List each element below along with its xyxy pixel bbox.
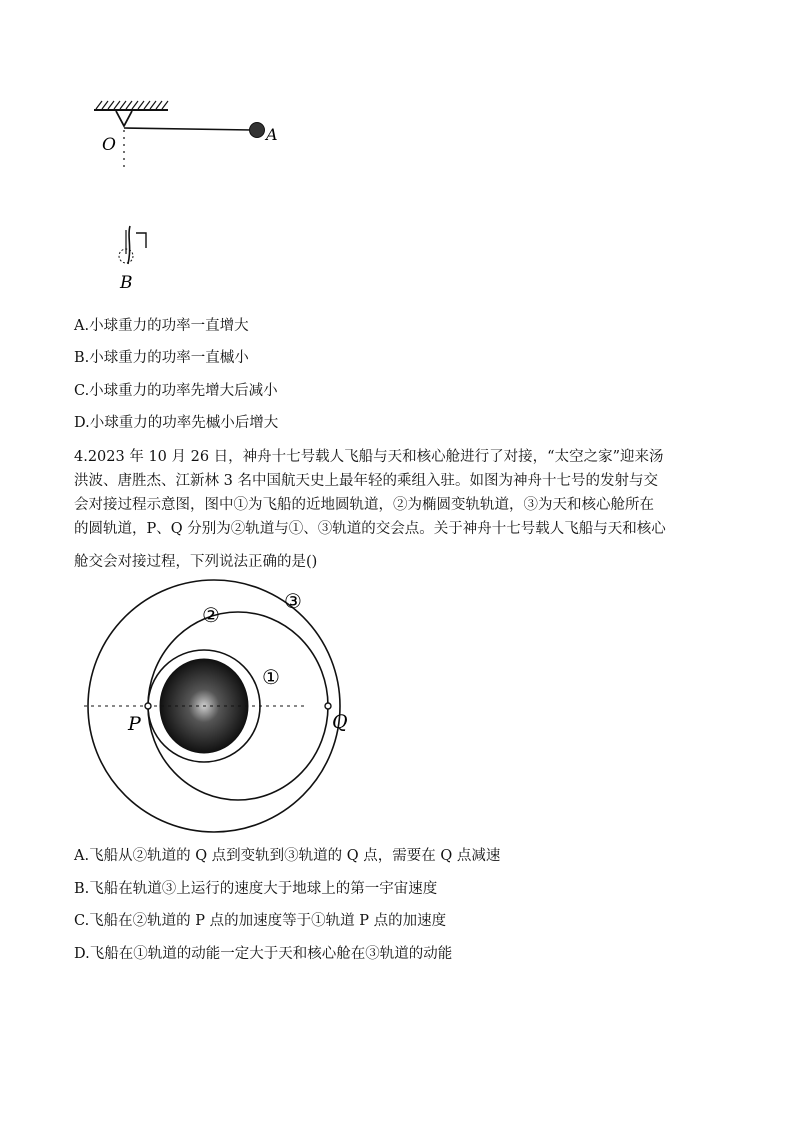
pendulum-figure: [80, 96, 300, 296]
pivot-support: [116, 111, 132, 126]
q4-line-1: 4.2023 年 10 月 26 日，神舟十七号载人飞船与天和核心舱进行了对接，“太空之家”迎来汤: [74, 449, 664, 465]
q4-line-5: 舱交会对接过程，下列说法正确的是(): [74, 554, 318, 570]
label-a: A: [266, 125, 278, 144]
q4-option-b: B.飞船在轨道③上运行的速度大于地球上的第一宇宙速度: [74, 881, 438, 897]
q3-option-a: A.小球重力的功率一直增大: [74, 318, 249, 334]
label-orbit-1: ①: [262, 665, 280, 689]
label-o: O: [102, 135, 116, 155]
q3-option-b: B.小球重力的功率一直槭小: [74, 350, 249, 366]
q4-line-3: 会对接过程示意图，图中①为飞船的近地圆轨道，②为椭圆变轨轨道，③为天和核心舱所在: [74, 497, 654, 513]
label-q: Q: [332, 711, 348, 733]
q4-option-c: C.飞船在②轨道的 P 点的加速度等于①轨道 P 点的加速度: [74, 913, 447, 929]
label-orbit-3: ③: [284, 589, 302, 613]
orbit-figure: [74, 578, 364, 838]
q3-option-c: C.小球重力的功率先增大后减小: [74, 383, 278, 399]
point-p-marker: [145, 703, 151, 709]
q4-line-4: 的圆轨道，P、Q 分别为②轨道与①、③轨道的交会点。关于神舟十七号载人飞船与天和核心: [74, 521, 666, 537]
label-orbit-2: ②: [202, 603, 220, 627]
ceiling-hatching: [96, 101, 168, 109]
q4-line-2: 洪波、唐胜杰、江新林 3 名中国航天史上最年轻的乘组入驻。如图为神舟十七号的发射与交: [74, 473, 658, 489]
point-q-marker: [325, 703, 331, 709]
q3-option-d: D.小球重力的功率先槭小后增大: [74, 415, 279, 431]
bracket-mark: [136, 233, 146, 248]
label-b: B: [120, 273, 133, 293]
ball-a: [250, 123, 265, 138]
pendulum-rod: [124, 128, 252, 130]
q4-option-d: D.飞船在①轨道的动能一定大于天和核心舱在③轨道的动能: [74, 946, 453, 962]
lower-rod-segment: [128, 226, 130, 264]
q4-stem: [74, 445, 724, 574]
q4-option-a: A.飞船从②轨道的 Q 点到变轨到③轨道的 Q 点，需要在 Q 点减速: [74, 848, 501, 864]
label-p: P: [128, 713, 141, 735]
